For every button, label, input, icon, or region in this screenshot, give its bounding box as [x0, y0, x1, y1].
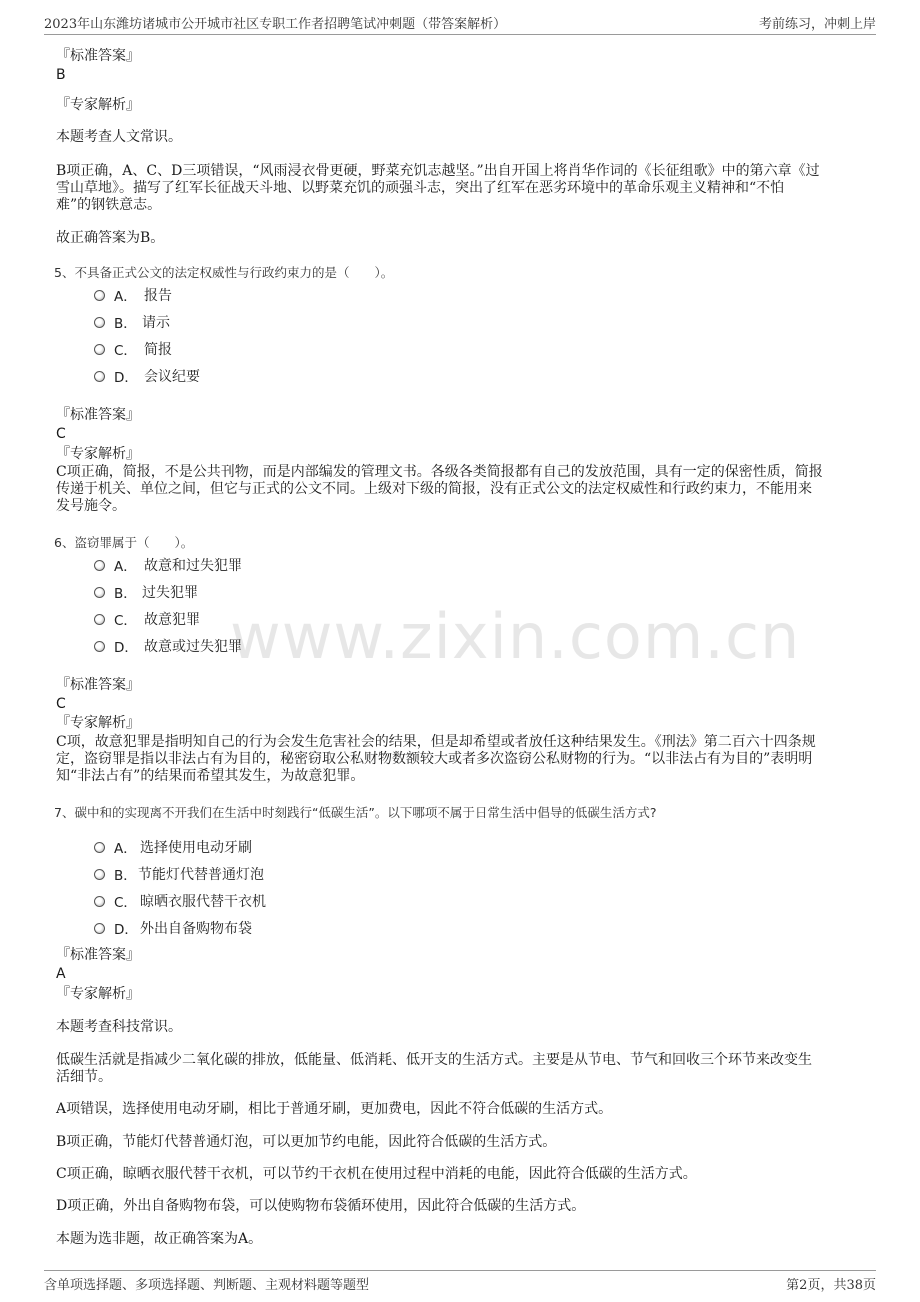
expert-analysis-label: 『专家解析』	[56, 715, 140, 731]
analysis-line: 传递于机关、单位之间，但它与正式的公文不同。上级对下级的简报，没有正式公文的法定权威性和行政约束力，不能用来	[56, 481, 812, 497]
question-text: 6、盗窃罪属于（ ）。	[54, 535, 194, 550]
radio-icon[interactable]	[94, 842, 105, 853]
page-number: 第2页，共38页	[786, 1278, 876, 1293]
analysis-line: 难”的钢铁意志。	[56, 197, 162, 213]
radio-icon[interactable]	[94, 317, 105, 328]
answer-value: C	[56, 426, 66, 442]
radio-icon[interactable]	[94, 923, 105, 934]
analysis-line: B项正确，节能灯代替普通灯泡，可以更加节约电能，因此符合低碳的生活方式。	[56, 1134, 557, 1150]
standard-answer-label: 『标准答案』	[56, 677, 140, 693]
radio-icon[interactable]	[94, 587, 105, 598]
analysis-line: 活细节。	[56, 1069, 112, 1085]
watermark: www.zixin.com.cn	[230, 600, 801, 673]
analysis-line: 低碳生活就是指减少二氧化碳的排放，低能量、低消耗、低开支的生活方式。主要是从节电、节气和回收三个环节来改变生	[56, 1052, 812, 1068]
analysis-line: 本题考查科技常识。	[56, 1019, 182, 1035]
analysis-line: 知“非法占有”的结果而希望其发生，为故意犯罪。	[56, 768, 365, 784]
analysis-line: 故正确答案为B。	[56, 230, 165, 246]
analysis-line: 本题为选非题，故正确答案为A。	[56, 1231, 263, 1247]
analysis-line: D项正确，外出自备购物布袋，可以使购物布袋循环使用，因此符合低碳的生活方式。	[56, 1198, 586, 1214]
question-text: 5、不具备正式公文的法定权威性与行政约束力的是（ ）。	[54, 265, 394, 280]
answer-value: A	[56, 966, 66, 982]
radio-icon[interactable]	[94, 614, 105, 625]
radio-icon[interactable]	[94, 344, 105, 355]
header-slogan: 考前练习，冲刺上岸	[758, 17, 876, 32]
answer-value: C	[56, 696, 66, 712]
analysis-line: C项正确，简报，不是公共刊物，而是内部编发的管理文书。各级各类简报都有自己的发放范围，具有一定的保密性质，简报	[56, 464, 823, 480]
radio-icon[interactable]	[94, 560, 105, 571]
analysis-line: 本题考查人文常识。	[56, 129, 182, 145]
analysis-line: 发号施令。	[56, 498, 126, 514]
radio-icon[interactable]	[94, 869, 105, 880]
page-footer	[44, 1270, 876, 1295]
question-text: 7、碳中和的实现离不开我们在生活中时刻践行“低碳生活”。以下哪项不属于日常生活中倡导的低碳生活方式?	[54, 805, 657, 820]
analysis-line: B项正确，A、C、D三项错误，“风雨浸衣骨更硬，野菜充饥志越坚。”出自开国上将肖华作词的《长征组歌》中的第六章《过	[56, 163, 820, 179]
document-title: 2023年山东潍坊诸城市公开城市社区专职工作者招聘笔试冲刺题（带答案解析）	[44, 17, 507, 32]
page-header	[44, 10, 876, 35]
analysis-line: 定，盗窃罪是指以非法占有为目的，秘密窃取公私财物数额较大或者多次盗窃公私财物的行为。“以非法占有为目的”表明明	[56, 751, 813, 767]
radio-icon[interactable]	[94, 290, 105, 301]
expert-analysis-label: 『专家解析』	[56, 986, 140, 1002]
expert-analysis-label: 『专家解析』	[56, 446, 140, 462]
footer-note: 含单项选择题、多项选择题、判断题、主观材料题等题型	[44, 1278, 370, 1293]
standard-answer-label: 『标准答案』	[56, 407, 140, 423]
standard-answer-label: 『标准答案』	[56, 48, 140, 64]
standard-answer-label: 『标准答案』	[56, 947, 140, 963]
expert-analysis-label: 『专家解析』	[56, 97, 140, 113]
answer-value: B	[56, 67, 66, 83]
radio-icon[interactable]	[94, 641, 105, 652]
radio-icon[interactable]	[94, 371, 105, 382]
analysis-line: 雪山草地》。描写了红军长征战天斗地、以野菜充饥的顽强斗志，突出了红军在恶劣环境中的革命乐观主义精神和“不怕	[56, 180, 785, 196]
analysis-line: A项错误，选择使用电动牙刷，相比于普通牙刷，更加费电，因此不符合低碳的生活方式。	[56, 1101, 613, 1117]
radio-icon[interactable]	[94, 896, 105, 907]
analysis-line: C项正确，晾晒衣服代替干衣机，可以节约干衣机在使用过程中消耗的电能，因此符合低碳的生活方式。	[56, 1166, 697, 1182]
analysis-line: C项，故意犯罪是指明知自己的行为会发生危害社会的结果，但是却希望或者放任这种结果发生。《刑法》第二百六十四条规	[56, 734, 816, 750]
